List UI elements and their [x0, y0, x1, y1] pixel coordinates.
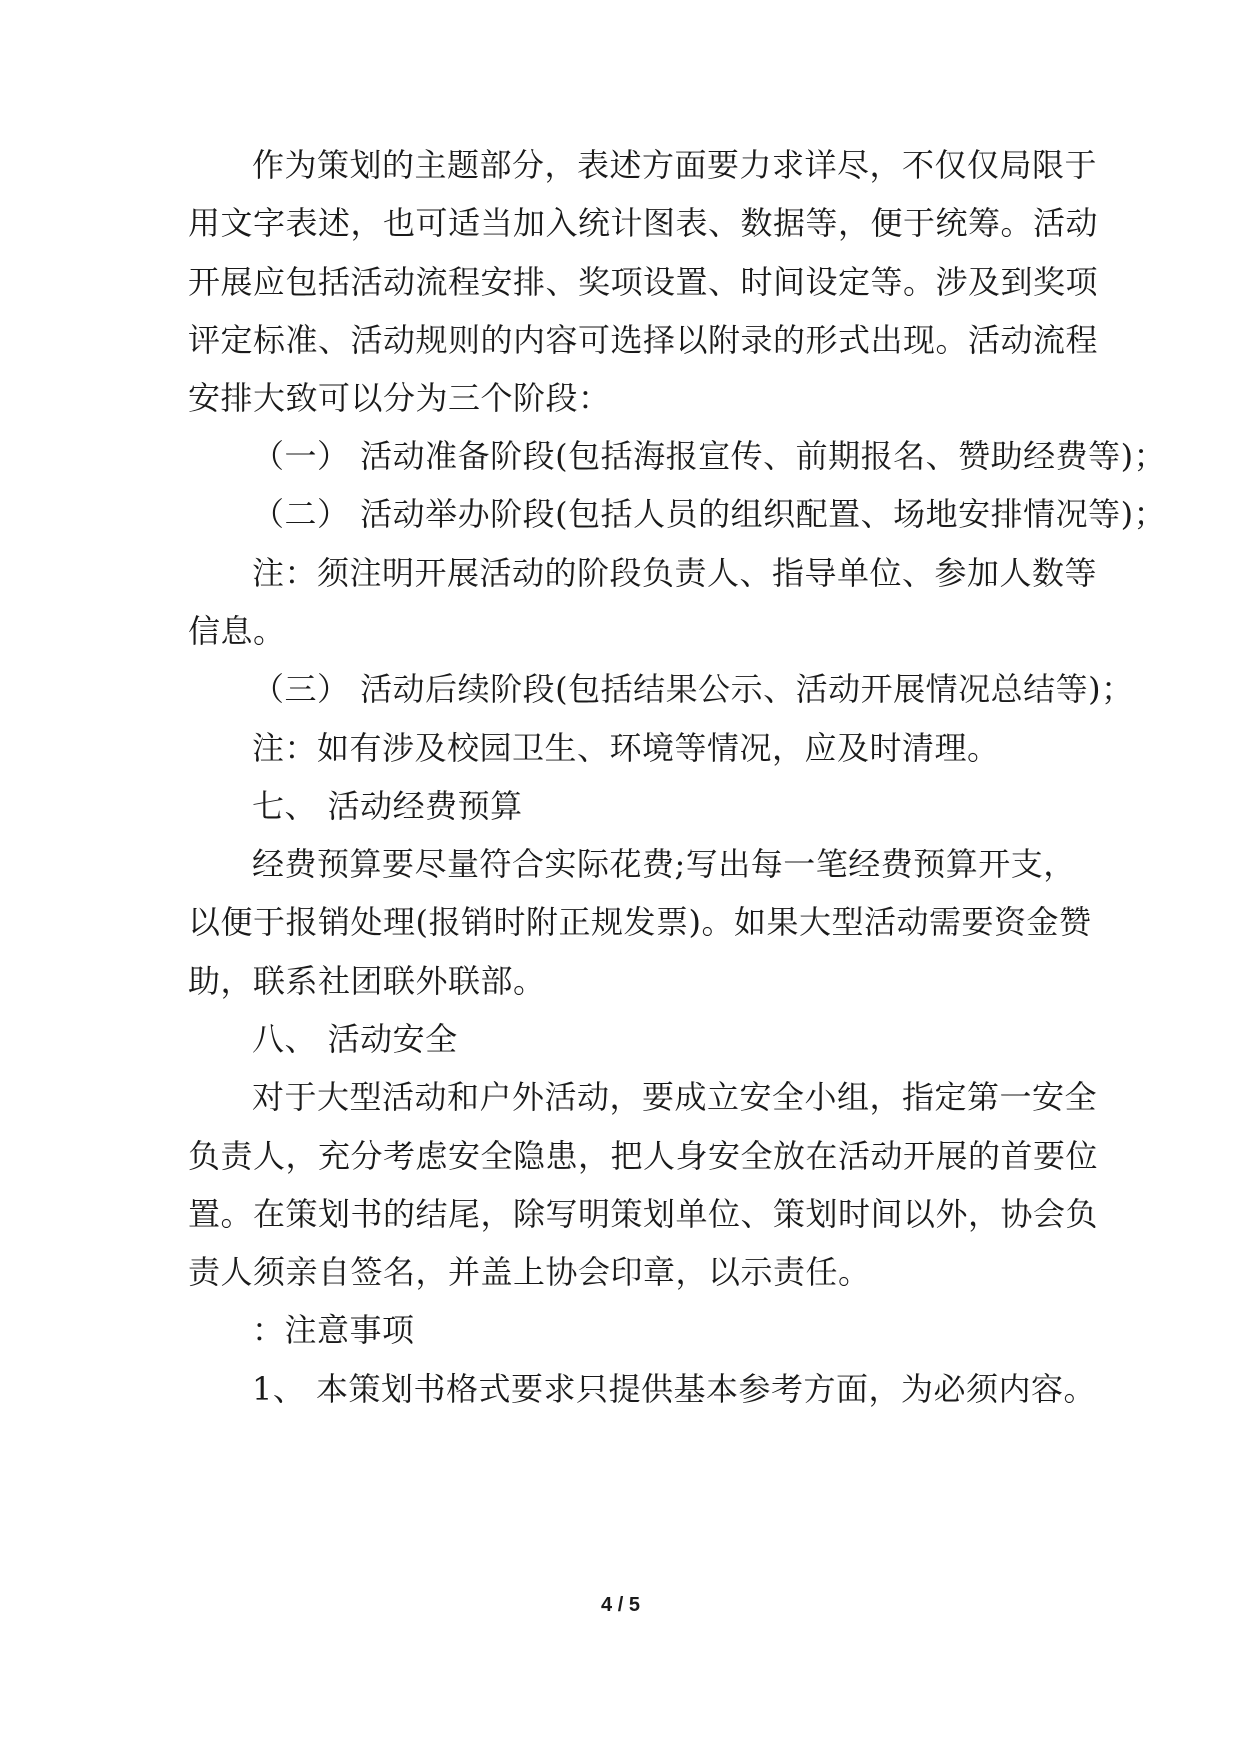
list-item: （二） 活动举办阶段(包括人员的组织配置、场地安排情况等)； — [252, 495, 1167, 533]
note-line: 信息。 — [188, 612, 286, 650]
paragraph-line: 以便于报销处理(报销时附正规发票)。如果大型活动需要资金赞 — [188, 903, 1092, 941]
note-line: 注：须注明开展活动的阶段负责人、指导单位、参加人数等 — [252, 554, 1098, 592]
paragraph-line: 责人须亲自签名，并盖上协会印章，以示责任。 — [188, 1253, 871, 1291]
paragraph-line: 对于大型活动和户外活动，要成立安全小组，指定第一安全 — [252, 1078, 1098, 1116]
list-item: （三） 活动后续阶段(包括结果公示、活动开展情况总结等)； — [252, 670, 1134, 708]
page-number: 4 / 5 — [601, 1594, 640, 1616]
list-item: （一） 活动准备阶段(包括海报宣传、前期报名、赞助经费等)； — [252, 437, 1167, 475]
section-heading: 七、 活动经费预算 — [252, 787, 523, 825]
paragraph-line: 评定标准、活动规则的内容可选择以附录的形式出现。活动流程 — [188, 321, 1099, 359]
paragraph-line: 开展应包括活动流程安排、奖项设置、时间设定等。涉及到奖项 — [188, 263, 1099, 301]
paragraph-line: 安排大致可以分为三个阶段： — [188, 379, 611, 417]
paragraph-line: 负责人，充分考虑安全隐患，把人身安全放在活动开展的首要位 — [188, 1137, 1099, 1175]
paragraph-line: 置。在策划书的结尾，除写明策划单位、策划时间以外，协会负 — [188, 1195, 1099, 1233]
list-item: 1、 本策划书格式要求只提供基本参考方面，为必须内容。 — [252, 1370, 1097, 1408]
note-line: 注：如有涉及校园卫生、环境等情况，应及时清理。 — [252, 729, 1000, 767]
section-heading: 八、 活动安全 — [252, 1020, 458, 1058]
paragraph-line: 用文字表述，也可适当加入统计图表、数据等，便于统筹。活动 — [188, 204, 1099, 242]
section-heading: ：注意事项 — [252, 1311, 415, 1349]
paragraph-line: 作为策划的主题部分，表述方面要力求详尽，不仅仅局限于 — [252, 146, 1098, 184]
paragraph-line: 助，联系社团联外联部。 — [188, 962, 546, 1000]
paragraph-line: 经费预算要尽量符合实际花费;写出每一笔经费预算开支， — [252, 845, 1076, 883]
